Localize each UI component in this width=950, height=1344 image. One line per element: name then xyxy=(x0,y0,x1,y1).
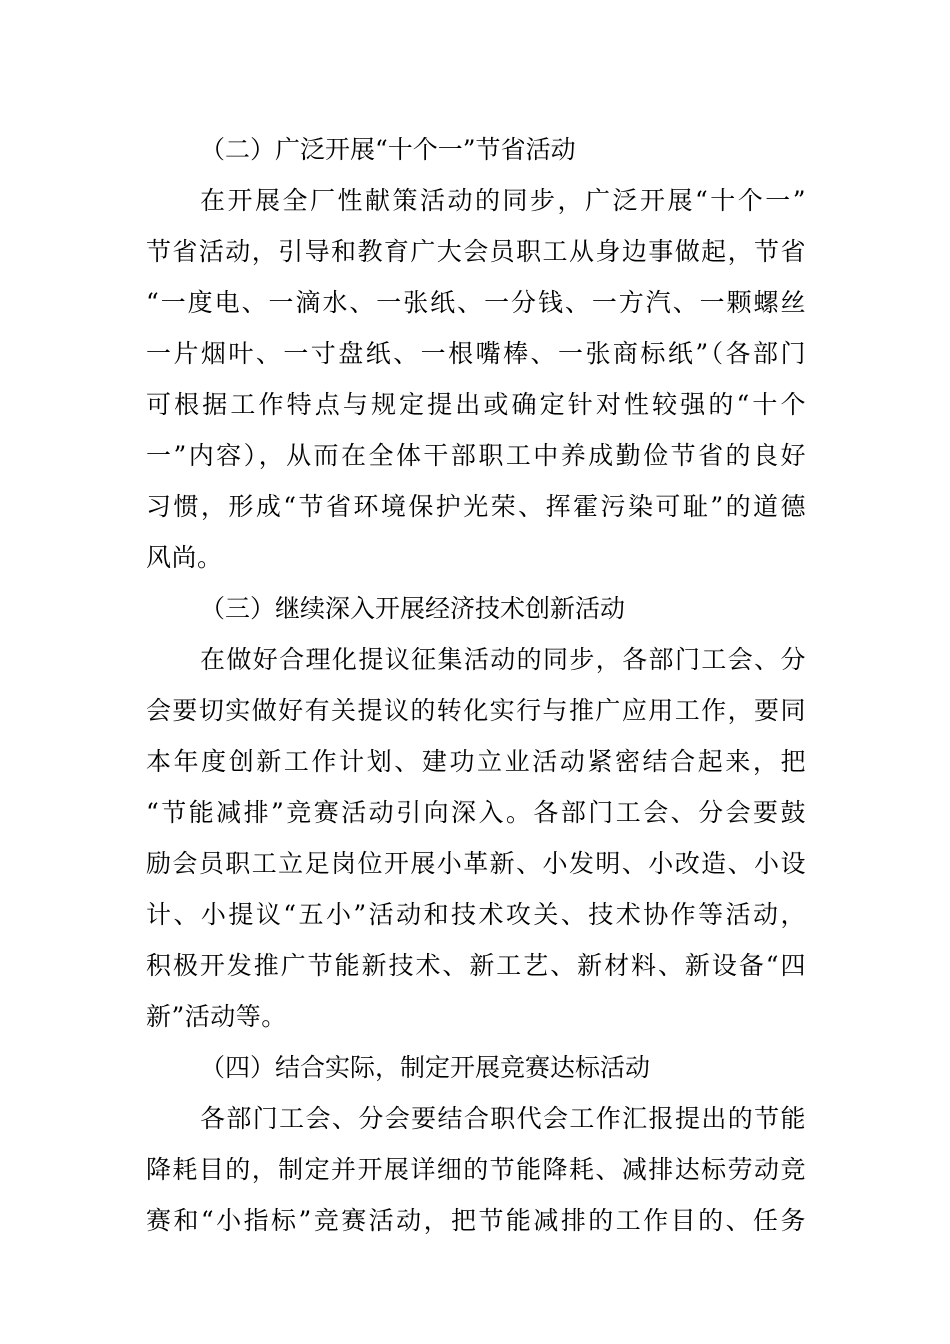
paragraph-line: 赛和“小指标”竞赛活动，把节能减排的工作目的、任务 xyxy=(146,1206,806,1235)
section-4 xyxy=(146,1042,806,1246)
paragraph-line: 可根据工作特点与规定提出或确定针对性较强的“十个 xyxy=(146,390,806,419)
paragraph xyxy=(146,1093,806,1246)
paragraph-line: 各部门工会、分会要结合职代会工作汇报提出的节能 xyxy=(200,1104,806,1133)
paragraph-line: 本年度创新工作计划、建功立业活动紧密结合起来，把 xyxy=(146,747,806,776)
section-heading: （二）广泛开展“十个一”节省活动 xyxy=(200,135,576,164)
section-3 xyxy=(146,583,806,1042)
paragraph xyxy=(146,634,806,1042)
paragraph-line: 习惯，形成“节省环境保护光荣、挥霍污染可耻”的道德 xyxy=(146,492,806,521)
paragraph-line: 积极开发推广节能新技术、新工艺、新材料、新设备“四 xyxy=(146,951,806,980)
paragraph-line: “一度电、一滴水、一张纸、一分钱、一方汽、一颗螺丝 xyxy=(146,288,806,317)
paragraph-line: 一片烟叶、一寸盘纸、一根嘴棒、一张商标纸”（各部门 xyxy=(146,339,806,368)
paragraph-line: 风尚。 xyxy=(146,543,223,572)
paragraph-line: 新”活动等。 xyxy=(146,1002,287,1031)
paragraph-line: 计、小提议“五小”活动和技术攻关、技术协作等活动， xyxy=(146,900,806,929)
paragraph-line: 会要切实做好有关提议的转化实行与推广应用工作，要同 xyxy=(146,696,806,725)
paragraph xyxy=(146,175,806,583)
paragraph-line: 在做好合理化提议征集活动的同步，各部门工会、分 xyxy=(200,645,806,674)
section-heading: （三）继续深入开展经济技术创新活动 xyxy=(200,594,626,623)
paragraph-line: 在开展全厂性献策活动的同步，广泛开展“十个一” xyxy=(200,186,806,215)
paragraph-line: 一”内容），从而在全体干部职工中养成勤俭节省的良好 xyxy=(146,441,806,470)
document-body xyxy=(146,124,806,1246)
paragraph-line: 励会员职工立足岗位开展小革新、小发明、小改造、小设 xyxy=(146,849,806,878)
paragraph-line: 降耗目的，制定并开展详细的节能降耗、减排达标劳动竞 xyxy=(146,1155,806,1184)
section-heading: （四）结合实际，制定开展竞赛达标活动 xyxy=(200,1053,651,1082)
section-2 xyxy=(146,124,806,583)
paragraph-line: “节能减排”竞赛活动引向深入。各部门工会、分会要鼓 xyxy=(146,798,806,827)
paragraph-line: 节省活动，引导和教育广大会员职工从身边事做起，节省 xyxy=(146,237,806,266)
